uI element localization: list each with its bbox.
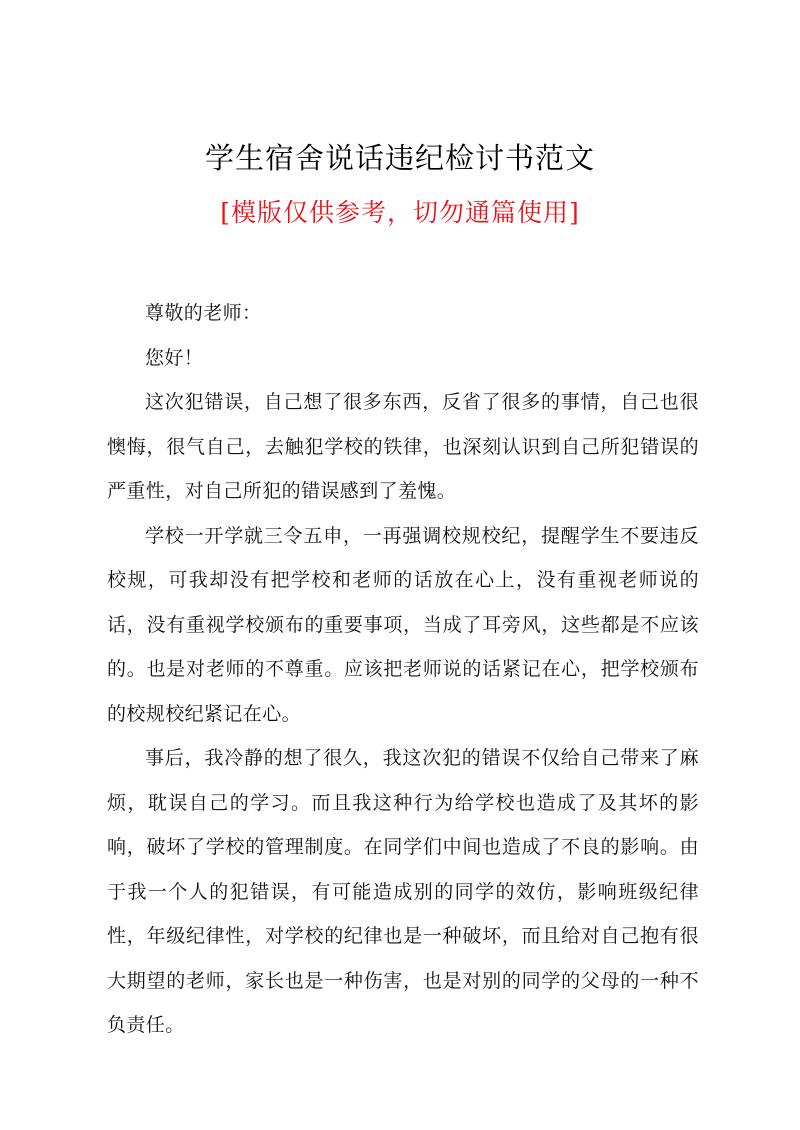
letter-body [107,291,699,1048]
template-notice: [模版仅供参考，切勿通篇使用] [220,198,580,227]
salutation: 尊敬的老师： [145,302,262,324]
paragraph: 这次犯错误，自己想了很多东西，反省了很多的事情，自己也很懊悔，很气自己，去触犯学校的铁律，也深刻认识到自己所犯错误的严重性，对自己所犯的错误感到了羞愧。 [107,391,699,502]
paragraph: 学校一开学就三令五申，一再强调校规校纪，提醒学生不要违反校规，可我却没有把学校和老师的话放在心上，没有重视老师说的话，没有重视学校颁布的重要事项，当成了耳旁风，这些都是不应该的。也是对老师的不尊重。应该把老师说的话紧记在心，把学校颁布的校规校纪紧记在心。 [107,524,699,725]
document-title: 学生宿舍说话违纪检讨书范文 [204,141,595,175]
greeting: 您好！ [145,346,204,369]
paragraph: 事后，我冷静的想了很久，我这次犯的错误不仅给自己带来了麻烦，耽误自己的学习。而且我这种行为给学校也造成了及其坏的影响，破坏了学校的管理制度。在同学们中间也造成了不良的影响。由于我一个人的犯错误，有可能造成别的同学的效仿，影响班级纪律性，年级纪律性，对学校的纪律也是一种破坏，而且给对自己抱有很大期望的老师，家长也是一种伤害，也是对别的同学的父母的一种不负责任。 [107,747,699,1036]
